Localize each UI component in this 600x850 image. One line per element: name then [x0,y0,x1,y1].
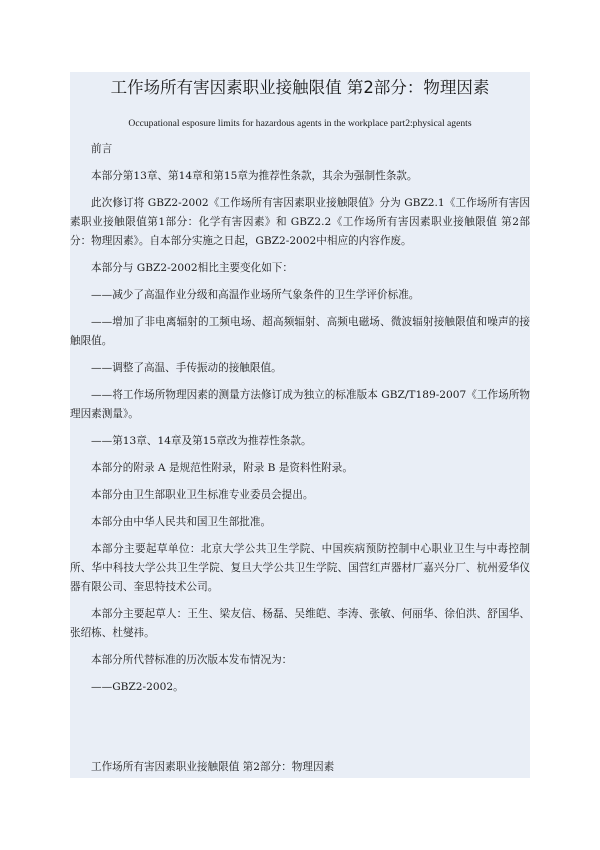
document-subtitle-english: Occupational esposure limits for hazardous agents in the workplace part2:physical agents [128,118,472,129]
paragraph-drafting-units: 本部分主要起草单位：北京大学公共卫生学院、中国疾病预防控制中心职业卫生与中毒控制所、华中科技大学公共卫生学院、复旦大学公共卫生学院、国营红声器材厂嘉兴分厂、杭州爱华仪器有限公司、奎思特技术公司。 [70,543,530,593]
paragraph-appendix: 本部分的附录 A 是规范性附录，附录 B 是资料性附录。 [91,462,353,474]
previous-version-item: ——GBZ2-2002。 [91,681,184,693]
change-item-1: ——减少了高温作业分级和高温作业场所气象条件的卫生学评价标准。 [91,289,420,301]
change-item-5: ——第13章、14章及第15章改为推荐性条款。 [91,435,312,447]
paragraph-approved-by: 本部分由中华人民共和国卫生部批准。 [91,516,272,528]
document-title: 工作场所有害因素职业接触限值 第2部分：物理因素 [110,78,490,97]
paragraph-clause-type: 本部分第13章、第14章和第15章为推荐性条款，其余为强制性条款。 [91,170,418,182]
document-body [70,140,530,705]
preface-heading: 前言 [91,143,113,155]
paragraph-proposed-by: 本部分由卫生部职业卫生标准专业委员会提出。 [91,489,314,501]
paragraph-previous-versions-intro: 本部分所代替标准的历次版本发布情况为： [91,654,293,666]
change-item-2: ——增加了非电离辐射的工频电场、超高频辐射、高频电磁场、微波辐射接触限值和噪声的接触限值。 [70,316,530,347]
paragraph-drafters: 本部分主要起草人：王生、梁友信、杨磊、吴维皑、李涛、张敏、何丽华、徐伯洪、舒国华、张绍栋、杜燮祎。 [70,608,530,639]
document-footer-title: 工作场所有害因素职业接触限值 第2部分：物理因素 [91,761,335,773]
paragraph-revision-note: 此次修订将 GBZ2-2002《工作场所有害因素职业接触限值》分为 GBZ2.1《工作场所有害因素职业接触限值第1部分：化学有害因素》和 GBZ2.2《工作场所有害因素职业接触限值 第2部分：物理因素》。自本部分实施之日起，GBZ2-2002中相应的内容作废。 [70,197,530,247]
change-item-3: ——调整了高温、手传振动的接触限值。 [91,362,282,374]
change-item-4: ——将工作场所物理因素的测量方法修订成为独立的标准版本 GBZ/T189-2007《工作场所物理因素测量》。 [70,389,530,420]
paragraph-changes-intro: 本部分与 GBZ2-2002相比主要变化如下： [91,262,293,274]
